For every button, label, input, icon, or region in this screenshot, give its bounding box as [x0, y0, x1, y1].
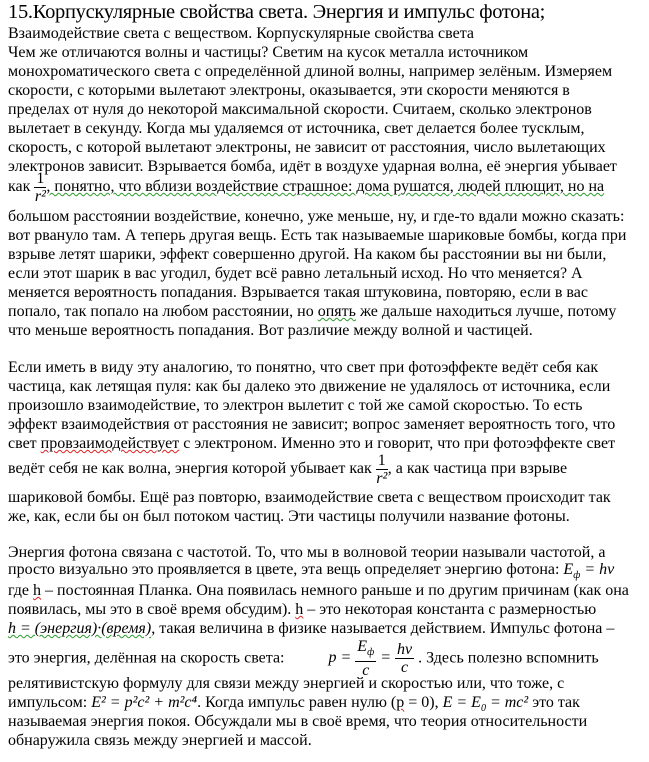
text: . Здесь полезно вспомнить: [418, 649, 599, 667]
text-line: Чем же отличаются волны и частицы? Светим на кусок металла источником: [8, 44, 529, 61]
text: это так: [528, 694, 580, 711]
denominator: r²: [34, 188, 46, 205]
formula-photon-momentum: p = $\frac{E_ф}{c}$ = $\frac{h\nu}{c}$: [328, 638, 413, 680]
text-line: эффект взаимодействия от расстояния не зависит; вопрос заменяет вероятность того, что: [8, 416, 616, 433]
text: это энергия, делённая на скорость света:: [8, 649, 285, 667]
spellcheck-word: h: [33, 582, 42, 599]
text: импульсом:: [8, 694, 88, 711]
spellcheck-word: опять: [317, 303, 356, 320]
text: – постоянная Планка. Она появилась немного раньше и по другим причинам (как она: [41, 582, 629, 599]
text-line: обнаружила связь между энергией и массой.: [8, 732, 312, 749]
numerator: 1: [36, 170, 45, 187]
text-line: [8, 600, 596, 619]
text-line: вылетает в секунду. Когда мы удаляемся от источника, свет делается более тусклым,: [8, 120, 585, 137]
text-line: что меньше вероятность попадания. Вот различие между волной и частицей.: [8, 322, 533, 339]
text-line: [8, 434, 615, 453]
text-line: частица, как летящая пуля: как бы далеко это движение не удалялось от источника, если: [8, 378, 611, 395]
text-line: Если иметь в виду эту аналогию, то понятно, что свет при фотоэффекте ведёт себя как: [8, 359, 599, 376]
formula-rest-energy: $E = E_0 = mc^2$: [442, 694, 529, 715]
formula-photon-energy: $E_ф = h\nu$: [563, 561, 615, 582]
text: , понятно, что вблизи воздействие страшное: дома рушатся, людей плющит, но на: [46, 178, 605, 196]
text: , такая величина в физике называется действием. Импульс фотона –: [151, 620, 615, 637]
text-line: взрыве летят шарики, эффект совершенно другой. На каком бы расстоянии вы ни были,: [8, 246, 607, 263]
spellcheck-word: провзаимодействует: [40, 435, 180, 452]
text: ведёт себя не как волна, энергия которой убывает как: [8, 460, 372, 478]
text-line: [8, 302, 616, 321]
text: . Когда импульс равен нулю (: [197, 694, 397, 711]
denominator: r²: [376, 470, 388, 487]
text-line: [8, 619, 614, 638]
text-line: шариковой бомбы. Ещё раз повторю, взаимодействие света с веществом происходит так: [8, 489, 611, 506]
text-line: электронов зависит. Взрывается бомба, идёт в воздухе ударная волна, её энергия убывает: [8, 158, 617, 175]
text-line: пределах от нуля до некоторой максимальной скорости. Считаем, сколько электронов: [8, 101, 592, 118]
text: просто визуально это проявляется в цвете, эта вещь определяет энергию фотона:: [8, 561, 560, 578]
formula-action-dimension: h = (энергия)·(время): [8, 620, 152, 637]
text: = 0),: [404, 694, 439, 711]
text: где: [8, 582, 34, 599]
text-line: релятивистскую формулу для связи между энергией и скоростью или, что тоже, с: [8, 675, 565, 692]
text: попало, так попало на любом расстоянии, но: [8, 303, 318, 320]
text-line: [8, 452, 567, 487]
spellcheck-word: p: [396, 694, 405, 711]
text-line: меняется вероятность попадания. Взрывается такая штуковина, повторяю, если в вас: [8, 284, 588, 301]
numerator: 1: [377, 452, 386, 469]
text-line: же, как, если бы он был потоком частиц. Эти частицы получили название фотоны.: [8, 508, 570, 525]
text: же дальше находиться лучше, потому: [355, 303, 617, 320]
formula-one-over-r-squared: [376, 452, 388, 487]
subtitle: Взаимодействие света с веществом. Корпускулярные свойства света: [8, 25, 474, 42]
text: с электроном. Именно это и говорит, что при фотоэффекте свет: [179, 435, 616, 452]
text-line: [8, 581, 629, 600]
formula-relativistic-energy: E² = p²c² + m²c⁴: [91, 694, 198, 711]
text-line: Энергия фотона связана с частотой. То, что мы в волновой теории называли частотой, а: [8, 544, 606, 561]
text-line: монохроматического света с определённой длиной волны, например зелёным. Измеряем: [8, 63, 613, 80]
text-line: скорости, с которыми вылетают электроны, оказывается, эти скорости меняются в: [8, 82, 570, 99]
text: появилась, мы это в своё время обсудим).: [8, 601, 296, 618]
page-title: 15.Корпускулярные свойства света. Энергия и импульс фотона;: [8, 1, 546, 23]
formula-one-over-r-squared: [34, 170, 46, 205]
text: , а как частица при взрыве: [387, 460, 568, 478]
text-line: [8, 638, 599, 679]
text-line: большом расстоянии воздействие, конечно, уже меньше, ну, и где-то вдали можно сказать:: [8, 208, 625, 225]
text-line: [8, 170, 604, 205]
text-line: называемая энергия покоя. Обсуждали мы в своё время, что теория относительности: [8, 713, 588, 730]
text: свет: [8, 435, 41, 452]
spellcheck-word: h: [295, 601, 304, 618]
text: – это некоторая константа с размерностью: [303, 601, 597, 618]
text: как: [8, 178, 31, 196]
text-line: скорость, с которой вылетают электроны, не зависит от расстояния, число вылетающих: [8, 139, 606, 156]
text-line: вот рвануло там. А теперь другая вещь. Есть так называемые шариковые бомбы, когда при: [8, 227, 627, 244]
text-line: произошло взаимодействие, то электрон вылетит с той же самой скоростью. То есть: [8, 397, 583, 414]
text-line: если этот шарик в вас угодил, будет всё равно летальный исход. Но что меняется? А: [8, 265, 583, 282]
